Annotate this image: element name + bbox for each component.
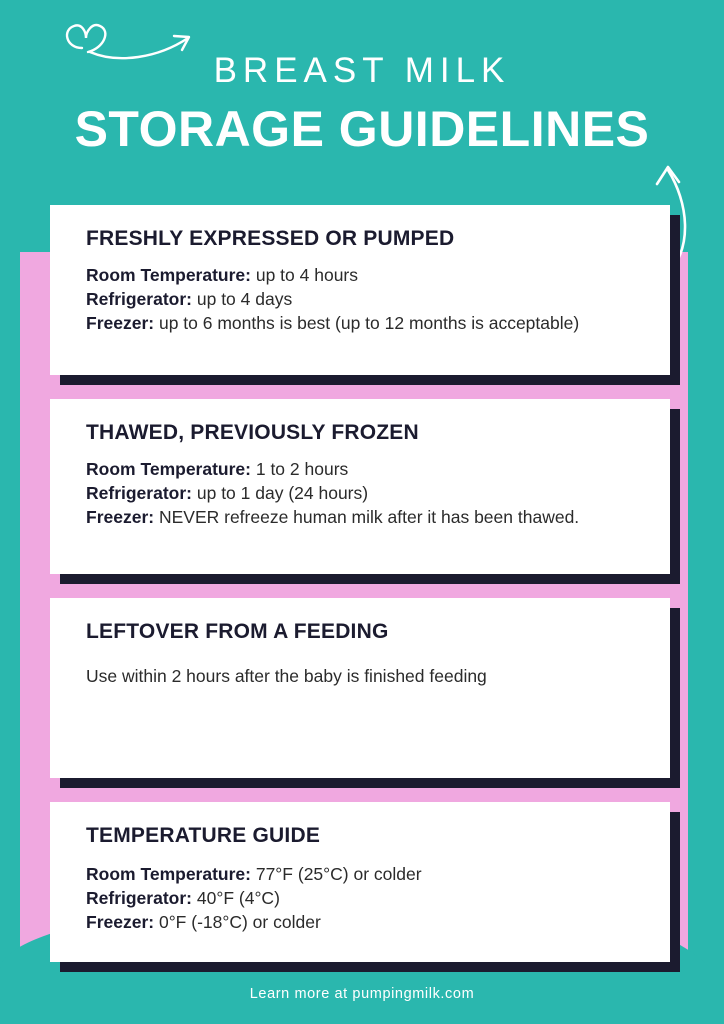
card-line [86,505,640,529]
line-label: Refrigerator: [86,289,192,310]
line-label: Freezer: [86,313,155,334]
card-title: LEFTOVER FROM A FEEDING [86,620,389,643]
card-line [86,910,640,934]
line-value: NEVER refreeze human milk after it has been thawed. [154,507,580,528]
line-value: 0°F (-18°C) or colder [154,912,321,933]
card-line [86,287,640,311]
card-line [86,862,640,886]
card-line [86,664,640,688]
line-value: 40°F (4°C) [192,888,280,909]
line-value: 77°F (25°C) or colder [250,864,422,884]
line-label: Room Temperature: [86,459,251,479]
footer-credit: Learn more at pumpingmilk.com [249,986,475,1002]
card-line [86,457,640,481]
line-value: Use within 2 hours after the baby is finished feeding [86,666,487,686]
line-label: Refrigerator: [86,483,192,504]
card-freshly-expressed [50,205,670,375]
line-value: up to 6 months is best (up to 12 months is acceptable) [154,313,580,334]
line-value: 1 to 2 hours [250,459,349,479]
card-wrapper [50,802,670,962]
line-label: Freezer: [86,507,155,528]
line-label: Room Temperature: [86,864,251,884]
title-main: STORAGE GUIDELINES [74,100,650,157]
card-line [86,481,640,505]
line-value: up to 1 day (24 hours) [192,483,369,504]
card-title: THAWED, PREVIOUSLY FROZEN [86,421,419,444]
card-title: FRESHLY EXPRESSED OR PUMPED [86,227,455,250]
title-subline: BREAST MILK [213,51,511,90]
cards-container [0,205,724,986]
card-wrapper [50,399,670,574]
line-label: Refrigerator: [86,888,192,909]
line-label: Freezer: [86,912,155,933]
line-value: up to 4 days [192,289,293,310]
card-wrapper [50,205,670,375]
card-line [86,886,640,910]
poster-header [0,52,724,158]
card-leftover-from-feeding [50,598,670,778]
card-line [86,311,640,335]
card-temperature-guide [50,802,670,962]
card-title: TEMPERATURE GUIDE [86,824,321,847]
card-line [86,263,640,287]
line-label: Room Temperature: [86,265,251,285]
card-wrapper [50,598,670,778]
card-thawed-previously-frozen [50,399,670,574]
line-value: up to 4 hours [250,265,359,285]
